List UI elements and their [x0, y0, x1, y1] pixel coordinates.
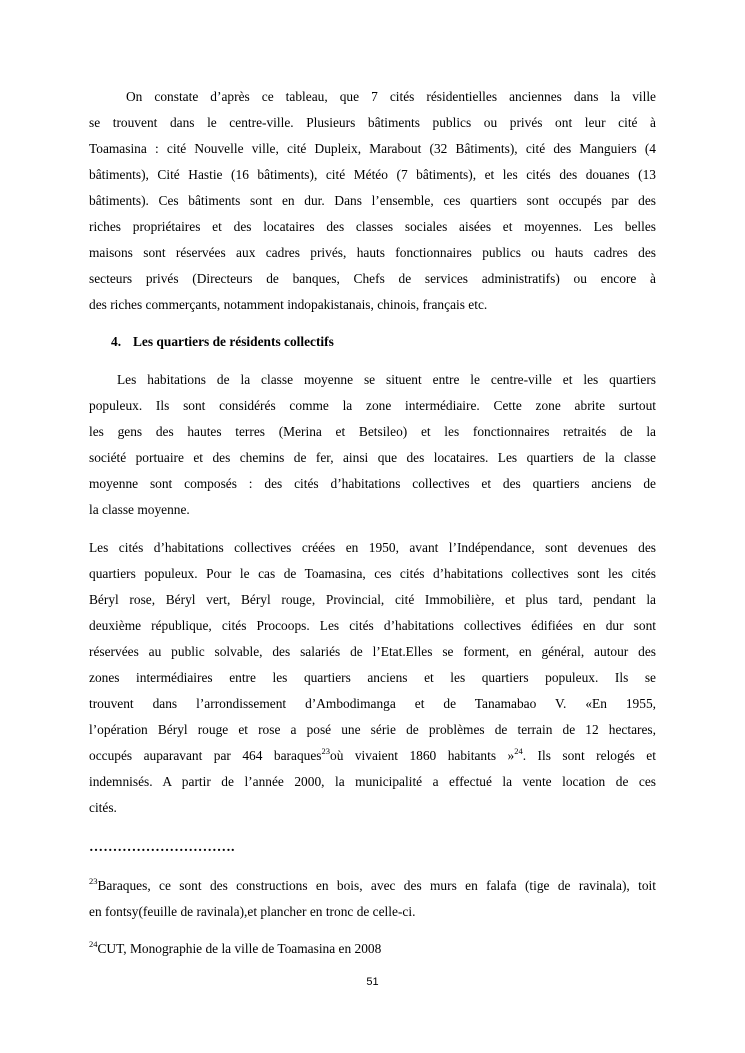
text-segment: occupés auparavant par 464 baraques — [89, 748, 322, 763]
text-line: réservées au public solvable, des salariés de l’Etat.Elles se forment, en général, autour des — [89, 644, 656, 659]
text-line: se trouvent dans le centre-ville. Plusieurs bâtiments publics ou privés ont leur cité à — [89, 115, 656, 130]
footnote-mark: 23 — [89, 876, 98, 886]
section-title: Les quartiers de résidents collectifs — [133, 334, 334, 349]
text-line: deuxième république, cités Procoops. Les cités d’habitations collectives édifiées en dur sont — [89, 618, 656, 633]
page-number: 51 — [366, 976, 379, 988]
text-line: l’opération Béryl rouge et rose a posé une série de problèmes de terrain de 12 hectares, — [89, 722, 656, 737]
text-line: Toamasina : cité Nouvelle ville, cité Dupleix, Marabout (32 Bâtiments), cité des Manguiers (4 — [89, 141, 656, 156]
footnote-reference[interactable]: 23 — [321, 746, 330, 756]
text-line: cités. — [89, 800, 117, 815]
text-segment: . Ils sont relogés et — [522, 748, 656, 763]
text-line: bâtiments). Ces bâtiments sont en dur. Dans l’ensemble, ces quartiers sont occupés par des — [89, 193, 656, 208]
text-line: des riches commerçants, notamment indopakistanais, chinois, français etc. — [89, 297, 488, 312]
footnote-reference[interactable]: 24 — [514, 746, 523, 756]
footnote — [89, 941, 381, 957]
footnote-separator: …………………………. — [89, 840, 235, 855]
footnote-text: Baraques, ce sont des constructions en bois, avec des murs en falafa (tige de ravinala), toit — [97, 878, 656, 893]
text-line: Les cités d’habitations collectives créées en 1950, avant l’Indépendance, sont devenues des — [89, 540, 656, 555]
text-line: la classe moyenne. — [89, 502, 190, 517]
text-line: trouvent dans l’arrondissement d’Ambodimanga et de Tanamabao V. «En 1955, — [89, 696, 656, 711]
text-line: zones intermédiaires entre les quartiers anciens et les quartiers populeux. Ils se — [89, 670, 656, 685]
text-line: moyenne sont composés : des cités d’habitations collectives et des quartiers anciens de — [89, 476, 656, 491]
text-segment: où vivaient 1860 habitants » — [330, 748, 515, 763]
footnote-mark: 24 — [89, 939, 98, 949]
text-line: bâtiments), Cité Hastie (16 bâtiments), cité Météo (7 bâtiments), et les cités des douanes (13 — [89, 167, 656, 182]
text-line: indemnisés. A partir de l’année 2000, la municipalité a effectué la vente location de ces — [89, 774, 656, 789]
footnote-continuation: en fontsy(feuille de ravinala),et plancher en tronc de celle-ci. — [89, 904, 416, 919]
text-line: riches propriétaires et des locataires des classes sociales aisées et moyennes. Les belles — [89, 219, 656, 234]
text-line: les gens des hautes terres (Merina et Betsileo) et les fonctionnaires retraités de la — [89, 424, 656, 439]
text-line: société portuaire et des chemins de fer, ainsi que des locataires. Les quartiers de la classe — [89, 450, 656, 465]
text-line: Les habitations de la classe moyenne se situent entre le centre-ville et les quartiers — [117, 372, 656, 387]
section-number: 4. — [111, 334, 122, 349]
text-line: Béryl rose, Béryl vert, Béryl rouge, Provincial, cité Immobilière, et plus tard, pendant la — [89, 592, 656, 607]
section-heading — [111, 334, 334, 350]
text-line: quartiers populeux. Pour le cas de Toamasina, ces cités d’habitations collectives sont les cités — [89, 566, 656, 581]
text-line: maisons sont réservées aux cadres privés, hauts fonctionnaires publics ou hauts cadres des — [89, 245, 656, 260]
text-line: On constate d’après ce tableau, que 7 cités résidentielles anciennes dans la ville — [126, 89, 656, 104]
footnote — [89, 878, 656, 894]
text-line: populeux. Ils sont considérés comme la zone intermédiaire. Cette zone abrite surtout — [89, 398, 656, 413]
text-line: secteurs privés (Directeurs de banques, Chefs de services administratifs) ou encore à — [89, 271, 656, 286]
footnote-text: CUT, Monographie de la ville de Toamasina en 2008 — [97, 941, 382, 956]
text-line — [89, 748, 656, 764]
